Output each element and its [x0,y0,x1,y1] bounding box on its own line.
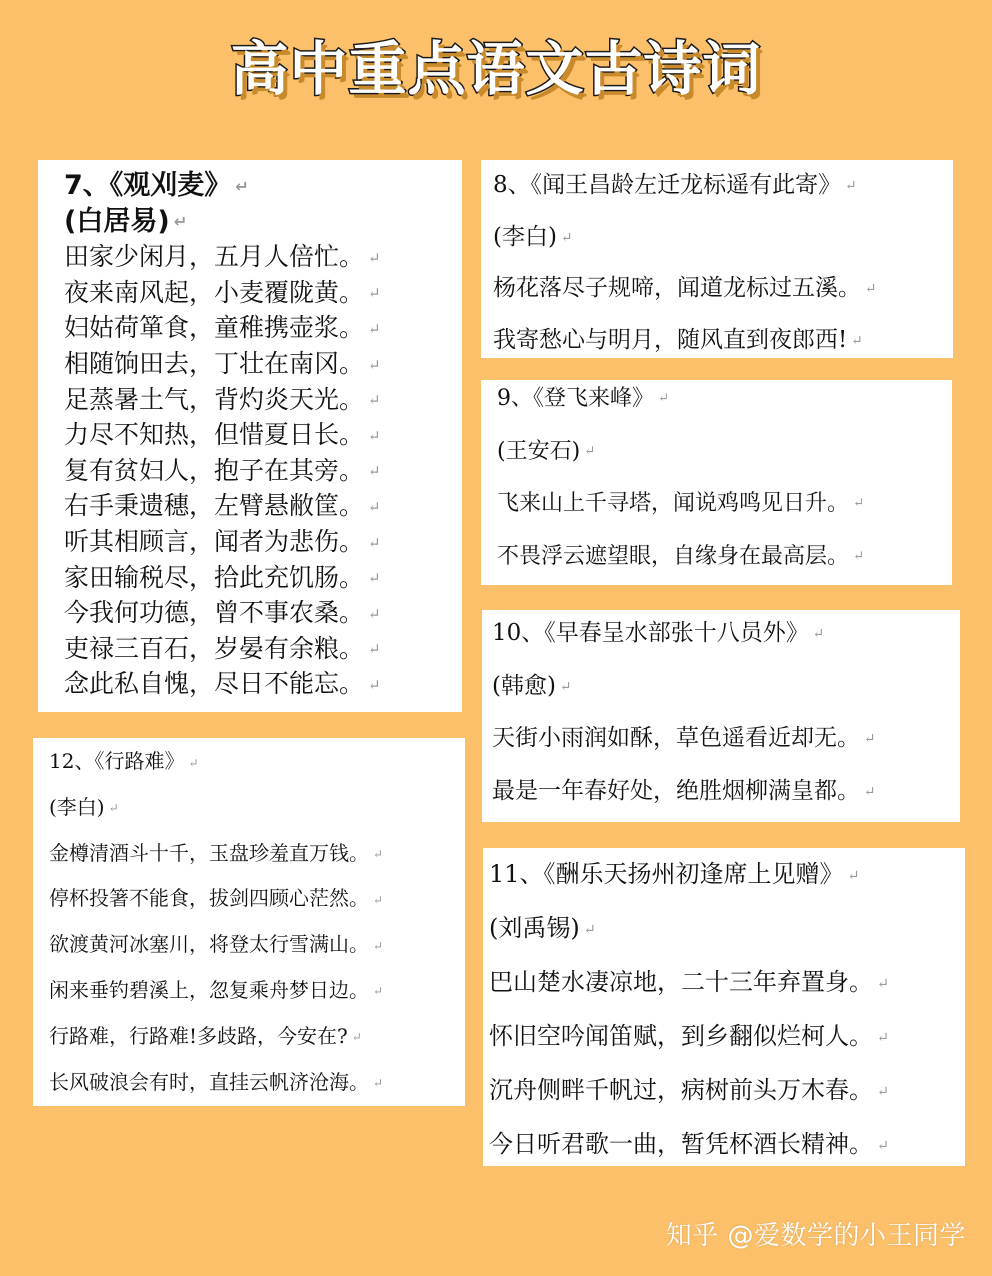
poem-line: 天街小雨润如酥，草色遥看近却无。 ↵ [492,725,876,751]
poem-line: 念此私自愧，尽日不能忘。 ↵ [64,669,381,699]
page-title: 高中重点语文古诗词 [230,35,762,103]
poem-heading: 9、《登飞来峰》 ↵ [497,386,670,411]
poem-line: 停杯投箸不能食，拔剑四顾心茫然。 ↵ [49,886,384,911]
poem-line: 夜来南风起，小麦覆陇黄。 ↵ [64,277,381,307]
poem-line: 家田输税尽，拾此充饥肠。 ↵ [64,562,381,592]
poem-line: 今日听君歌一曲，暂凭杯酒长精神。 ↵ [489,1130,890,1158]
poem-line: 飞来山上千寻塔，闻说鸡鸣见日升。 ↵ [497,491,865,516]
poem-line: 巴山楚水凄凉地，二十三年弃置身。 ↵ [489,968,890,996]
poem-line: 右手秉遗穗，左臂悬敝筐。 ↵ [64,491,381,521]
poem-line: 欲渡黄河冰塞川，将登太行雪满山。 ↵ [49,932,384,957]
poem-line: 田家少闲月，五月人倍忙。 ↵ [64,242,381,272]
poem-card-10 [482,610,960,822]
poem-line: 复有贫妇人，抱子在其旁。 ↵ [64,455,381,485]
poem-line: 我寄愁心与明月，随风直到夜郎西! ↵ [493,326,863,353]
watermark: 知乎 @爱数学的小王同学 [665,1221,966,1251]
poem-author: (王安石) ↵ [497,438,596,464]
poem-heading: 11、《酬乐天扬州初逢席上见赠》 ↵ [489,860,860,888]
poem-line: 杨花落尽子规啼，闻道龙标过五溪。 ↵ [493,275,877,301]
poem-author: (韩愈) ↵ [492,672,572,699]
poem-card-8 [481,160,953,358]
poem-line: 怀旧空吟闻笛赋，到乡翻似烂柯人。 ↵ [489,1022,890,1050]
poem-author: (白居易) ↵ [64,205,188,237]
poem-line: 行路难，行路难!多歧路，今安在? ↵ [49,1023,362,1048]
poem-line: 妇姑荷箪食，童稚携壶浆。 ↵ [64,313,381,343]
poem-author: (李白) ↵ [493,223,573,250]
poem-line: 足蒸暑土气，背灼炎天光。 ↵ [64,384,381,414]
poem-heading: 7、《观刈麦》 ↵ [64,170,249,201]
poem-line: 听其相顾言，闻者为悲伤。 ↵ [64,526,381,556]
poem-card-12 [33,738,465,1106]
poem-author: (李白) ↵ [49,794,119,819]
poem-line: 不畏浮云遮望眼，自缘身在最高层。 ↵ [497,543,865,569]
poem-line: 最是一年春好处，绝胜烟柳满皇都。 ↵ [492,777,876,804]
poem-line: 长风破浪会有时，直挂云帆济沧海。 ↵ [49,1069,384,1094]
poem-line: 闲来垂钓碧溪上，忽复乘舟梦日边。 ↵ [49,977,384,1002]
poem-line: 力尽不知热，但惜夏日长。 ↵ [64,420,381,450]
poem-card-11 [483,848,965,1166]
poem-heading: 12、《行路难》 ↵ [49,749,199,773]
poem-card-9 [481,380,952,585]
poem-line: 今我何功德，曾不事农桑。 ↵ [64,598,381,628]
poem-heading: 8、《闻王昌龄左迁龙标遥有此寄》 ↵ [493,172,857,198]
poem-line: 相随饷田去，丁壮在南冈。 ↵ [64,348,381,378]
poem-heading: 10、《早春呈水部张十八员外》 ↵ [492,620,825,646]
poem-card-7 [38,160,462,712]
poem-author: (刘禹锡) ↵ [489,914,596,942]
poem-line: 金樽清酒斗十千，玉盘珍羞直万钱。 ↵ [49,840,384,865]
poem-line: 沉舟侧畔千帆过，病树前头万木春。 ↵ [489,1076,890,1104]
poem-line: 吏禄三百石，岁晏有余粮。 ↵ [64,633,381,663]
